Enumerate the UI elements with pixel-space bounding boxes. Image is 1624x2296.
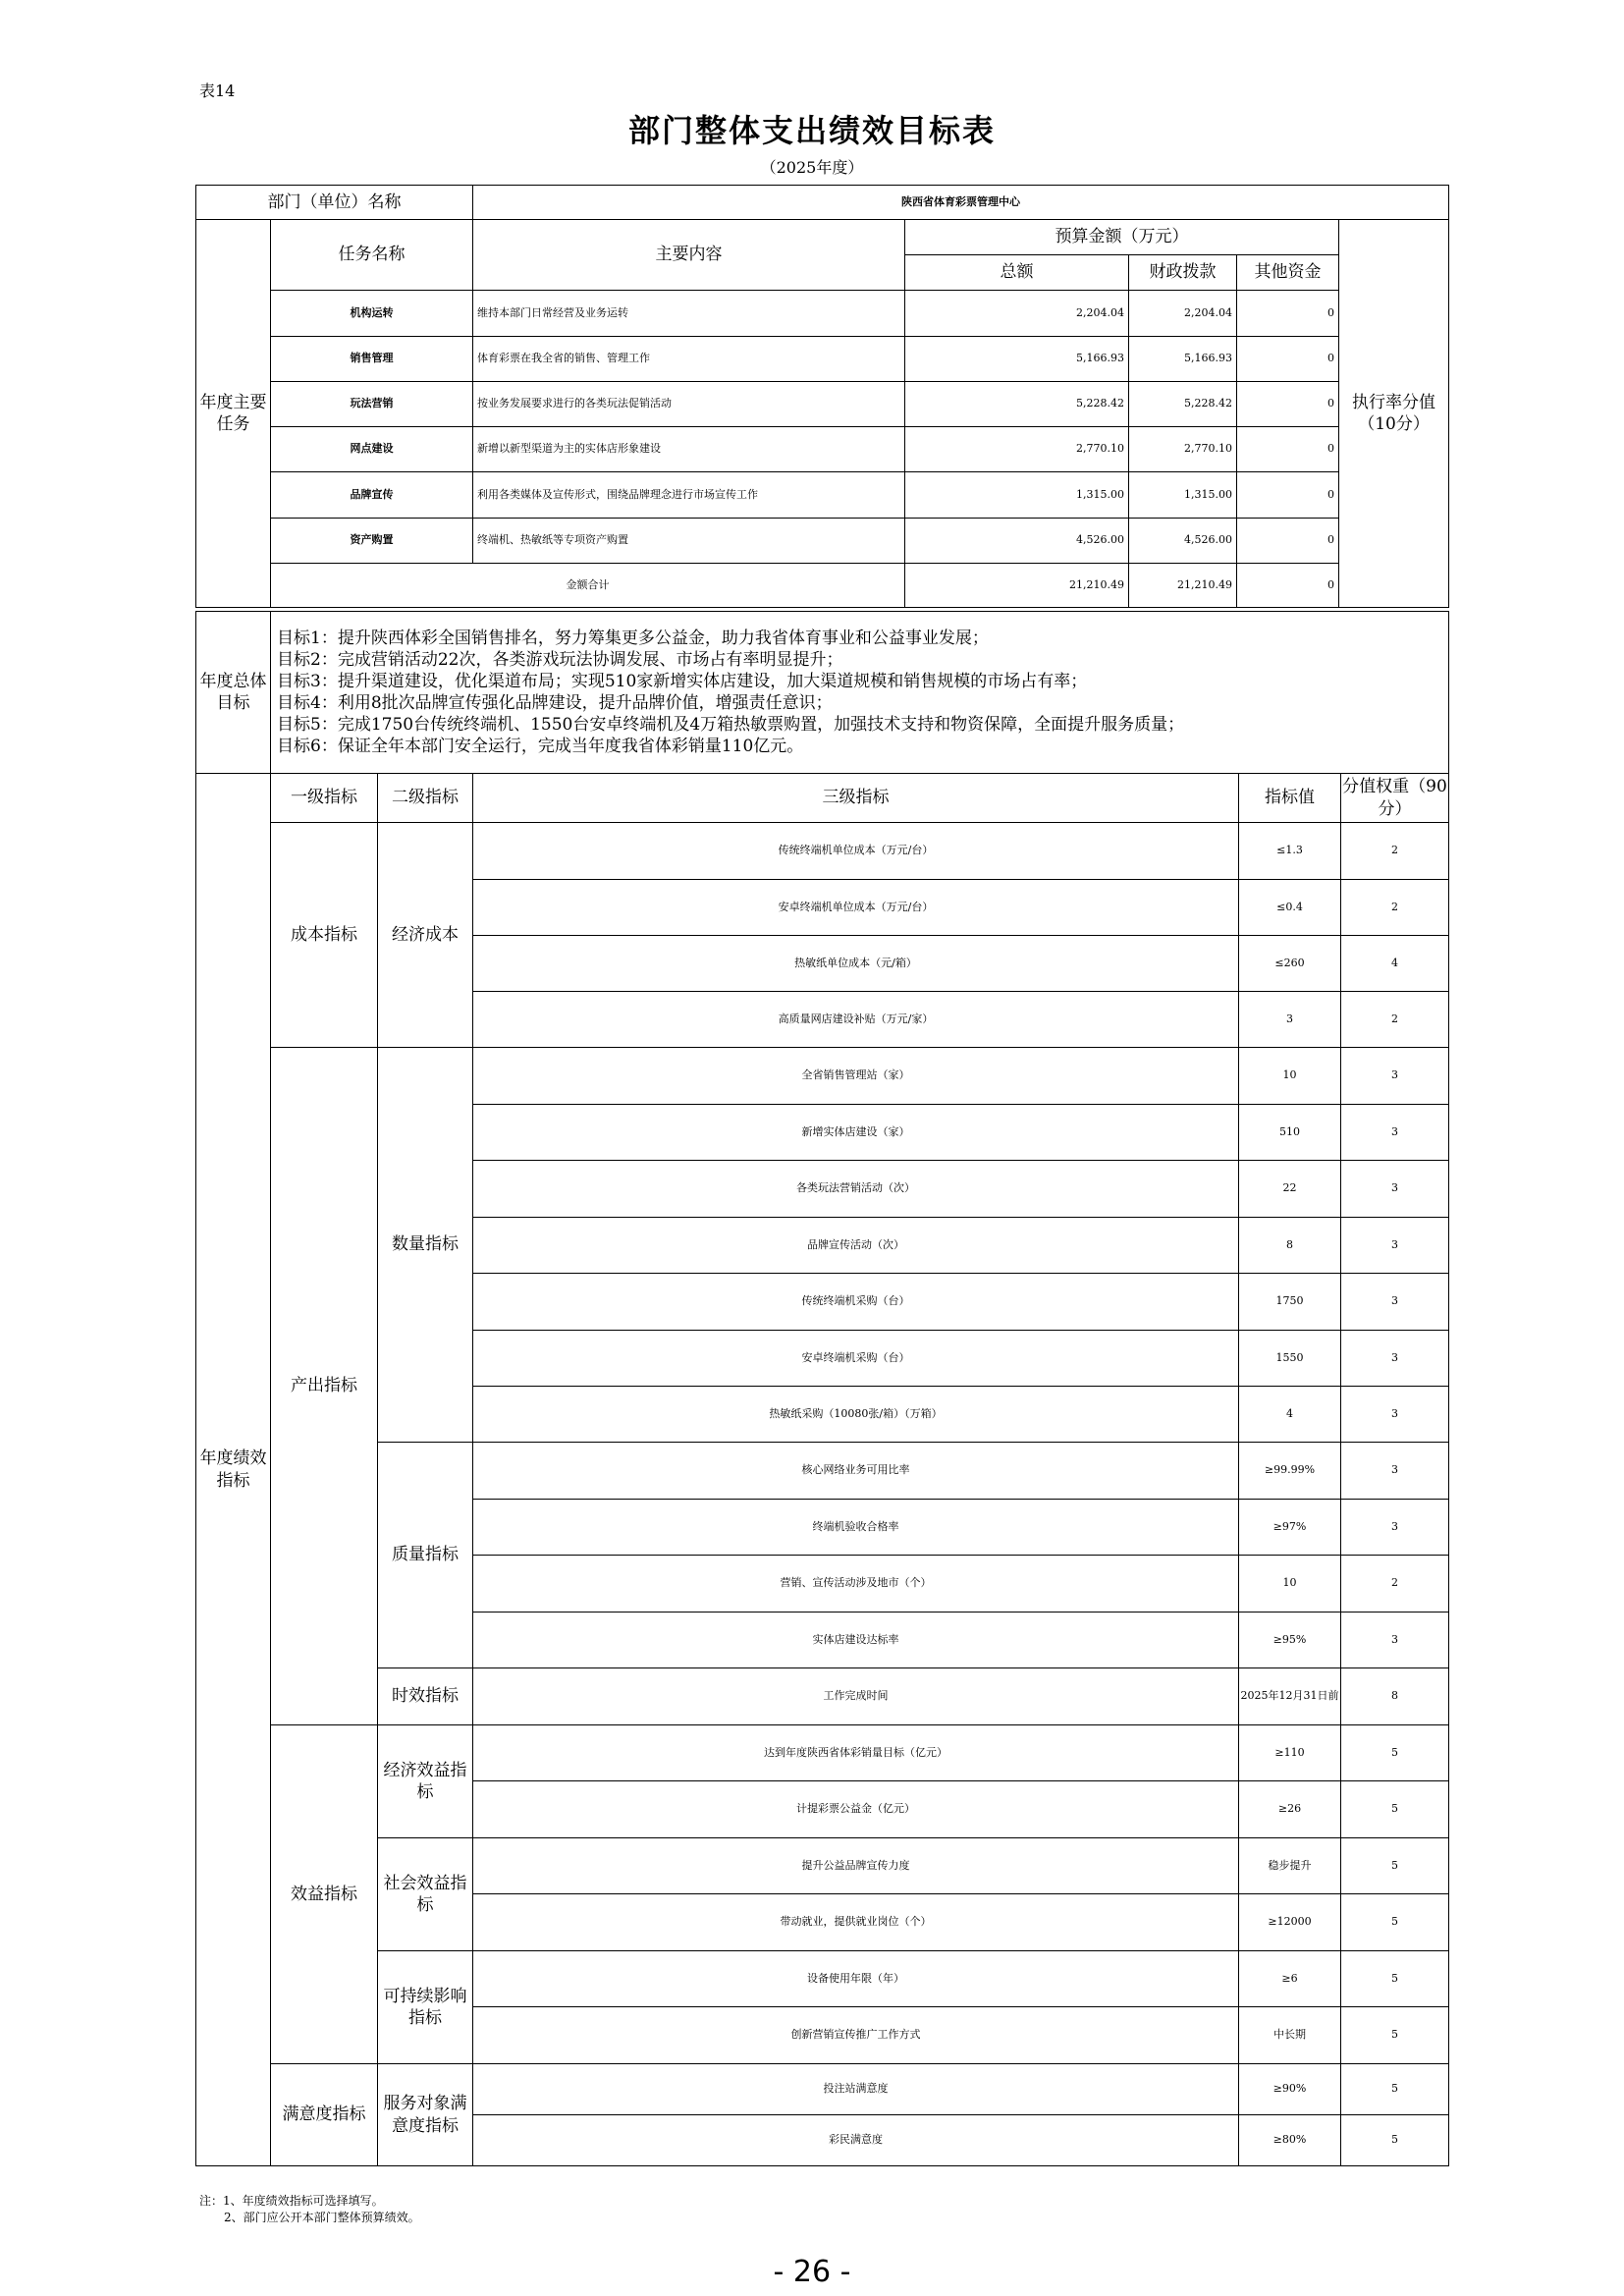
l3-weight: 5: [1341, 2115, 1449, 2166]
task-other: 0: [1237, 472, 1339, 519]
task-name: 品牌宣传: [271, 472, 473, 519]
l3-value: 3: [1239, 992, 1341, 1048]
task-content: 新增以新型渠道为主的实体店形象建设: [473, 427, 905, 472]
sum-total: 21,210.49: [905, 564, 1129, 608]
l3-weight: 3: [1341, 1218, 1449, 1274]
col-l1: 一级指标: [271, 774, 378, 823]
score-cell: 执行率分值（10分）: [1339, 220, 1449, 608]
task-row: [196, 382, 1449, 427]
l3-item: 创新营销宣传推广工作方式: [473, 2007, 1239, 2064]
goals-label: 年度总体目标: [196, 612, 271, 774]
indicators-table: [195, 773, 1449, 2166]
l3-weight: 3: [1341, 1387, 1449, 1443]
task-row: [196, 427, 1449, 472]
col-l3: 三级指标: [473, 774, 1239, 823]
task-name: 机构运转: [271, 291, 473, 337]
task-fiscal: 2,770.10: [1129, 427, 1237, 472]
l3-weight: 3: [1341, 1500, 1449, 1556]
l3-weight: 5: [1341, 1894, 1449, 1951]
l2-social-benefit: 社会效益指标: [378, 1838, 473, 1951]
notes: [199, 2193, 420, 2226]
l3-value: ≥97%: [1239, 1500, 1341, 1556]
l3-value: 10: [1239, 1048, 1341, 1105]
sum-row: [196, 564, 1449, 608]
task-total: 2,770.10: [905, 427, 1129, 472]
goal-line: 目标6：保证全年本部门安全运行，完成当年度我省体彩销量110亿元。: [277, 737, 804, 757]
l3-value: ≥80%: [1239, 2115, 1341, 2166]
l3-weight: 3: [1341, 1105, 1449, 1161]
l3-weight: 3: [1341, 1443, 1449, 1500]
l3-weight: 2: [1341, 1556, 1449, 1613]
l1-satisfaction: 满意度指标: [271, 2064, 378, 2166]
goal-line: 目标5：完成1750台传统终端机、1550台安卓终端机及4万箱热敏票购置，加强技术支持和物资保障，全面提升服务质量；: [277, 715, 1185, 736]
l3-item: 安卓终端机单位成本（万元/台）: [473, 880, 1239, 936]
l3-item: 高质量网店建设补贴（万元/家）: [473, 992, 1239, 1048]
l3-item: 热敏纸单位成本（元/箱）: [473, 936, 1239, 992]
l3-weight: 3: [1341, 1048, 1449, 1105]
l3-item: 终端机验收合格率: [473, 1500, 1239, 1556]
note-line: 注：1、年度绩效指标可选择填写。: [199, 2194, 384, 2208]
year-label: （2025年度）: [760, 158, 864, 177]
l2-economic-benefit: 经济效益指标: [378, 1725, 473, 1838]
task-other: 0: [1237, 427, 1339, 472]
l3-value: 稳步提升: [1239, 1838, 1341, 1894]
l3-value: 22: [1239, 1161, 1341, 1218]
task-fiscal: 1,315.00: [1129, 472, 1237, 519]
col-budget: 预算金额（万元）: [905, 220, 1339, 255]
l2-quantity: 数量指标: [378, 1048, 473, 1443]
l3-weight: 4: [1341, 936, 1449, 992]
task-row: [196, 337, 1449, 382]
l3-value: ≥90%: [1239, 2064, 1341, 2115]
l3-value: 1750: [1239, 1274, 1341, 1331]
tasks-section-label: 年度主要任务: [196, 220, 271, 608]
l3-weight: 5: [1341, 1725, 1449, 1781]
col-weight: 分值权重（90分）: [1341, 774, 1449, 823]
l3-item: 全省销售管理站（家）: [473, 1048, 1239, 1105]
dept-value: 陕西省体育彩票管理中心: [473, 186, 1449, 220]
l3-value: 8: [1239, 1218, 1341, 1274]
l3-value: 510: [1239, 1105, 1341, 1161]
task-row: [196, 291, 1449, 337]
l3-item: 传统终端机单位成本（万元/台）: [473, 823, 1239, 880]
l3-weight: 8: [1341, 1668, 1449, 1725]
tasks-table: [195, 185, 1449, 608]
l3-value: ≥95%: [1239, 1613, 1341, 1668]
l3-item: 各类玩法营销活动（次）: [473, 1161, 1239, 1218]
col-other: 其他资金: [1237, 255, 1339, 291]
l3-value: 1550: [1239, 1331, 1341, 1387]
l3-weight: 3: [1341, 1274, 1449, 1331]
l3-value: ≤1.3: [1239, 823, 1341, 880]
l3-value: 4: [1239, 1387, 1341, 1443]
l3-item: 热敏纸采购（10080张/箱）（万箱）: [473, 1387, 1239, 1443]
indicators-label: 年度绩效指标: [196, 774, 271, 2166]
l3-item: 实体店建设达标率: [473, 1613, 1239, 1668]
task-row: [196, 519, 1449, 564]
task-name: 资产购置: [271, 519, 473, 564]
goal-line: 目标1：提升陕西体彩全国销售排名，努力筹集更多公益金，助力我省体育事业和公益事业发展；: [277, 628, 989, 648]
l3-item: 设备使用年限（年）: [473, 1951, 1239, 2007]
l3-value: 2025年12月31日前: [1239, 1668, 1341, 1725]
col-total: 总额: [905, 255, 1129, 291]
l3-weight: 2: [1341, 823, 1449, 880]
col-main-content: 主要内容: [473, 220, 905, 291]
task-other: 0: [1237, 519, 1339, 564]
col-l2: 二级指标: [378, 774, 473, 823]
l3-value: 中长期: [1239, 2007, 1341, 2064]
l1-cost: 成本指标: [271, 823, 378, 1048]
task-other: 0: [1237, 382, 1339, 427]
l3-item: 计提彩票公益金（亿元）: [473, 1781, 1239, 1838]
l2-economic-cost: 经济成本: [378, 823, 473, 1048]
l3-weight: 2: [1341, 880, 1449, 936]
l3-weight: 3: [1341, 1613, 1449, 1668]
goal-line: 目标4：利用8批次品牌宣传强化品牌建设，提升品牌价值，增强责任意识；: [277, 693, 833, 713]
col-value: 指标值: [1239, 774, 1341, 823]
l3-weight: 2: [1341, 992, 1449, 1048]
l3-weight: 3: [1341, 1331, 1449, 1387]
l1-output: 产出指标: [271, 1048, 378, 1725]
task-name: 销售管理: [271, 337, 473, 382]
l3-value: ≤0.4: [1239, 880, 1341, 936]
task-total: 1,315.00: [905, 472, 1129, 519]
l3-weight: 5: [1341, 1951, 1449, 2007]
task-total: 5,166.93: [905, 337, 1129, 382]
l3-value: ≥26: [1239, 1781, 1341, 1838]
page-title: 部门整体支出绩效目标表: [627, 112, 996, 149]
task-row: [196, 472, 1449, 519]
l3-item: 品牌宣传活动（次）: [473, 1218, 1239, 1274]
l3-weight: 3: [1341, 1161, 1449, 1218]
l3-item: 核心网络业务可用比率: [473, 1443, 1239, 1500]
task-name: 网点建设: [271, 427, 473, 472]
l3-weight: 5: [1341, 2064, 1449, 2115]
l3-item: 营销、宣传活动涉及地市（个）: [473, 1556, 1239, 1613]
task-other: 0: [1237, 291, 1339, 337]
task-content: 维持本部门日常经营及业务运转: [473, 291, 905, 337]
task-content: 终端机、热敏纸等专项资产购置: [473, 519, 905, 564]
task-total: 2,204.04: [905, 291, 1129, 337]
l3-weight: 5: [1341, 1781, 1449, 1838]
task-fiscal: 5,228.42: [1129, 382, 1237, 427]
l3-item: 工作完成时间: [473, 1668, 1239, 1725]
l3-item: 传统终端机采购（台）: [473, 1274, 1239, 1331]
l3-weight: 5: [1341, 1838, 1449, 1894]
task-fiscal: 5,166.93: [1129, 337, 1237, 382]
task-name: 玩法营销: [271, 382, 473, 427]
l3-item: 达到年度陕西省体彩销量目标（亿元）: [473, 1725, 1239, 1781]
dept-label: 部门（单位）名称: [196, 186, 473, 220]
task-content: 体育彩票在我全省的销售、管理工作: [473, 337, 905, 382]
l3-item: 投注站满意度: [473, 2064, 1239, 2115]
table-number: 表14: [199, 82, 236, 100]
task-total: 4,526.00: [905, 519, 1129, 564]
sum-label: 金额合计: [271, 564, 905, 608]
task-content: 利用各类媒体及宣传形式，围绕品牌理念进行市场宣传工作: [473, 472, 905, 519]
goal-line: 目标2：完成营销活动22次，各类游戏玩法协调发展、市场占有率明显提升；: [277, 649, 843, 670]
goal-line: 目标3：提升渠道建设，优化渠道布局；实现510家新增实体店建设，加大渠道规模和销售规模的市场占有率；: [277, 671, 1088, 691]
l3-value: ≥6: [1239, 1951, 1341, 2007]
task-other: 0: [1237, 337, 1339, 382]
l3-item: 提升公益品牌宣传力度: [473, 1838, 1239, 1894]
l3-value: ≥99.99%: [1239, 1443, 1341, 1500]
l1-benefit: 效益指标: [271, 1725, 378, 2064]
goals-text: [271, 612, 1449, 774]
l2-sustainable: 可持续影响指标: [378, 1951, 473, 2064]
l3-value: ≤260: [1239, 936, 1341, 992]
l3-item: 彩民满意度: [473, 2115, 1239, 2166]
l3-item: 新增实体店建设（家）: [473, 1105, 1239, 1161]
task-fiscal: 4,526.00: [1129, 519, 1237, 564]
l3-value: ≥110: [1239, 1725, 1341, 1781]
l2-service-satisfaction: 服务对象满意度指标: [378, 2064, 473, 2166]
note-line: 2、部门应公开本部门整体预算绩效。: [224, 2211, 420, 2224]
l3-item: 安卓终端机采购（台）: [473, 1331, 1239, 1387]
l3-item: 带动就业，提供就业岗位（个）: [473, 1894, 1239, 1951]
l3-value: 10: [1239, 1556, 1341, 1613]
sum-other: 0: [1237, 564, 1339, 608]
l3-value: ≥12000: [1239, 1894, 1341, 1951]
sum-fiscal: 21,210.49: [1129, 564, 1237, 608]
l2-quality: 质量指标: [378, 1443, 473, 1668]
goals-table: [195, 611, 1449, 774]
col-fiscal: 财政拨款: [1129, 255, 1237, 291]
task-fiscal: 2,204.04: [1129, 291, 1237, 337]
task-content: 按业务发展要求进行的各类玩法促销活动: [473, 382, 905, 427]
page-number: - 26 -: [773, 2255, 851, 2289]
l2-timeliness: 时效指标: [378, 1668, 473, 1725]
l3-weight: 5: [1341, 2007, 1449, 2064]
task-total: 5,228.42: [905, 382, 1129, 427]
col-task-name: 任务名称: [271, 220, 473, 291]
